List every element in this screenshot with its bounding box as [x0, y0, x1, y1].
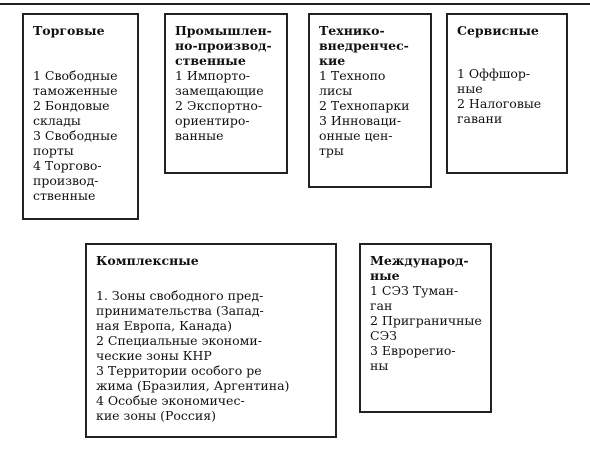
title-line: Международ-	[370, 253, 469, 268]
item-line: 2 Налоговые	[457, 96, 542, 111]
title-line: Сервисные	[457, 23, 539, 38]
item-line: ны	[370, 358, 389, 373]
item-line: 2 Технопарки	[319, 98, 410, 113]
item-line: жима (Бразилия, Аргентина)	[96, 378, 290, 393]
item-line: ванные	[175, 128, 224, 143]
item-line: лисы	[319, 83, 353, 98]
item-line: замещающие	[175, 83, 264, 98]
box-items	[370, 283, 484, 373]
box-international-zones	[359, 243, 492, 413]
item-line: порты	[33, 143, 74, 158]
item-line: онные цен-	[319, 128, 393, 143]
item-line: ственные	[33, 188, 96, 203]
box-title	[175, 23, 280, 68]
item-line: 1. Зоны свободного пред-	[96, 288, 264, 303]
box-items	[175, 68, 280, 143]
box-title	[370, 253, 484, 283]
item-line: таможенные	[33, 83, 118, 98]
box-items	[33, 68, 131, 203]
item-line: 4 Особые экономичес-	[96, 393, 245, 408]
box-title	[33, 23, 131, 38]
box-service-zones	[446, 13, 568, 174]
item-line: производ-	[33, 173, 99, 188]
title-line: ственные	[175, 53, 246, 68]
item-line: гавани	[457, 111, 503, 126]
item-line: 2 Бондовые	[33, 98, 110, 113]
item-line: 3 Свободные	[33, 128, 118, 143]
item-line: 3 Территории особого ре	[96, 363, 262, 378]
item-line: кие зоны (Россия)	[96, 408, 217, 423]
box-title	[96, 253, 329, 268]
title-line: ные	[370, 268, 400, 283]
item-line: 3 Инноваци-	[319, 113, 402, 128]
item-line: 1 СЭЗ Туман-	[370, 283, 459, 298]
box-complex-zones	[85, 243, 337, 438]
box-industrial-zones	[164, 13, 288, 174]
item-line: тры	[319, 143, 344, 158]
box-title	[457, 23, 560, 38]
item-line: ная Европа, Канада)	[96, 318, 232, 333]
box-items	[457, 66, 560, 126]
title-line: Технико-	[319, 23, 385, 38]
item-line: 2 Специальные экономи-	[96, 333, 262, 348]
title-line: кие	[319, 53, 346, 68]
item-line: принимательства (Запад-	[96, 303, 264, 318]
box-title	[319, 23, 424, 68]
item-line: СЭЗ	[370, 328, 397, 343]
title-line: но-производ-	[175, 38, 272, 53]
top-rule	[0, 3, 590, 5]
title-line: внедренчес-	[319, 38, 409, 53]
box-items	[319, 68, 424, 158]
box-technical-zones	[308, 13, 432, 188]
item-line: ные	[457, 81, 483, 96]
item-line: ческие зоны КНР	[96, 348, 212, 363]
item-line: 1 Импорто-	[175, 68, 251, 83]
box-trade-zones	[22, 13, 139, 220]
item-line: 2 Приграничные	[370, 313, 482, 328]
item-line: 1 Свободные	[33, 68, 118, 83]
item-line: ориентиро-	[175, 113, 250, 128]
title-line: Промышлен-	[175, 23, 272, 38]
item-line: 2 Экспортно-	[175, 98, 263, 113]
item-line: склады	[33, 113, 81, 128]
title-line: Комплексные	[96, 253, 199, 268]
item-line: 1 Технопо	[319, 68, 386, 83]
item-line: 4 Торгово-	[33, 158, 102, 173]
item-line: ган	[370, 298, 393, 313]
box-items	[96, 288, 329, 423]
item-line: 3 Еврорегио-	[370, 343, 456, 358]
title-line: Торговые	[33, 23, 105, 38]
item-line: 1 Оффшор-	[457, 66, 531, 81]
